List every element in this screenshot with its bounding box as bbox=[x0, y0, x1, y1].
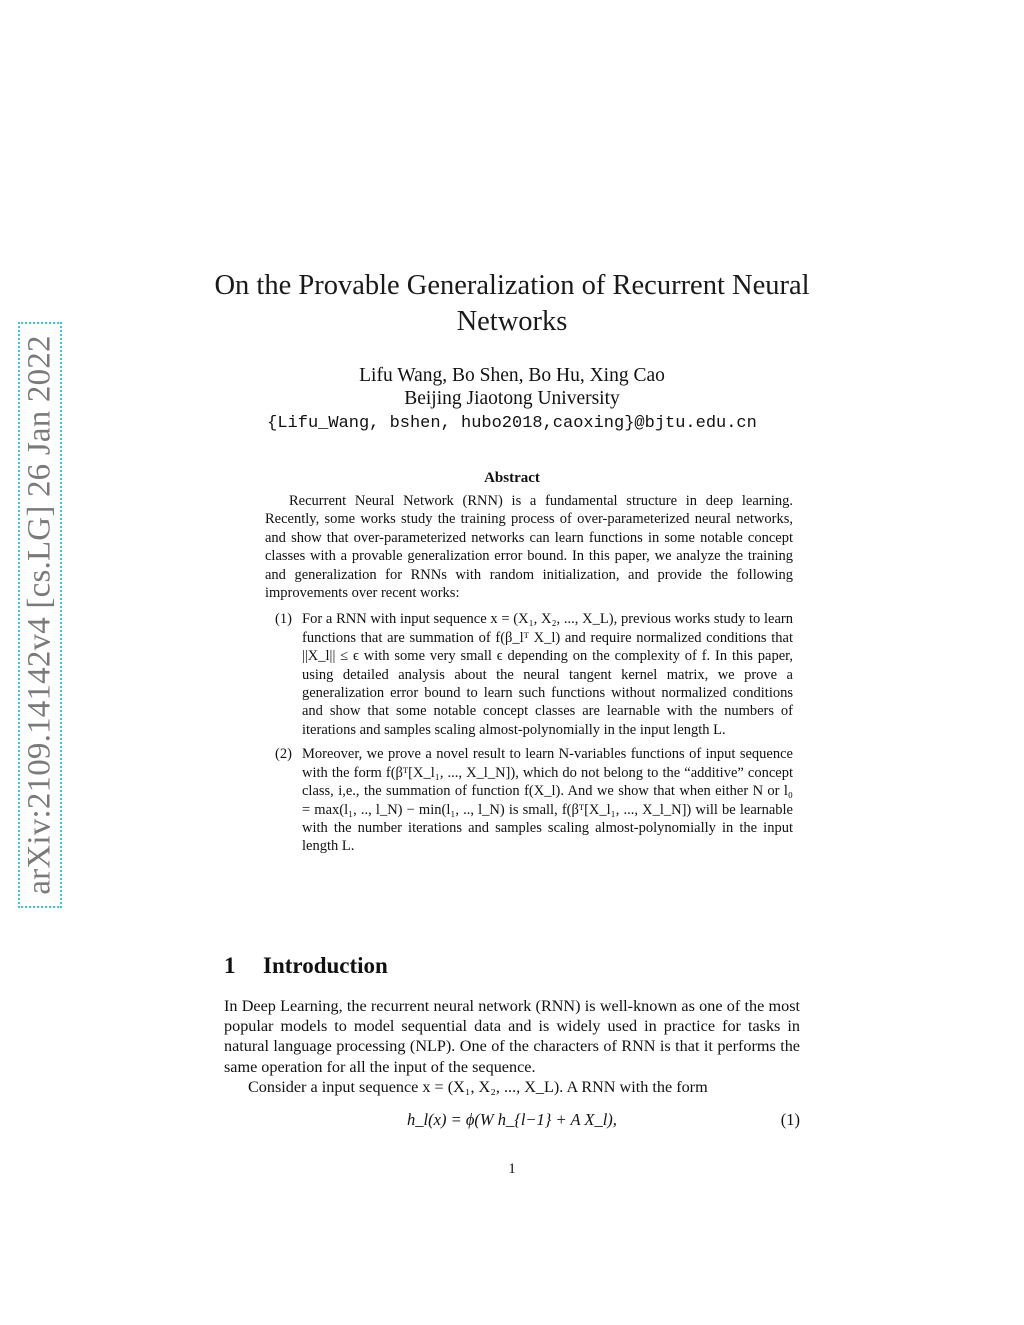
section-title: Introduction bbox=[263, 953, 388, 978]
author-names: Lifu Wang, Bo Shen, Bo Hu, Xing Cao bbox=[359, 365, 665, 386]
abstract-item-text: For a RNN with input sequence x = (X₁, X₂, ..., X_L), previous works study to learn functions that are summation of f(β_lᵀ X_l) and require normalized conditions that ||X_l|| ≤ ϵ with some very small ϵ depending on the complexity of f. In this paper, using detailed analysis about the neural tangent kernel matrix, we prove a generalization error bound to learn such functions without normalized conditions and show that some notable concept classes are learnable with the numbers of iterations and samples scaling almost-polynomially in the input length L. bbox=[302, 611, 793, 738]
abstract-heading: Abstract bbox=[484, 470, 540, 486]
body-paragraph: Consider a input sequence x = (X₁, X₂, ..., X_L). A RNN with the form bbox=[248, 1077, 708, 1096]
section-heading bbox=[224, 953, 388, 979]
abstract-item-text: Moreover, we prove a novel result to learn N-variables functions of input sequence with the form f(βᵀ[X_l₁, ..., X_l_N]), which do not belong to the “additive” concept class, i,e., the summation of function f(X_l). And we show that when either N or l₀ = max(l₁, .., l_N) − min(l₁, .., l_N) is small, f(βᵀ[X_l₁, ..., X_l_N]) will be learnable with the number iterations and samples scaling almost-polynomially in the input length L. bbox=[302, 746, 793, 855]
section-number: 1 bbox=[224, 953, 236, 978]
abstract-item-2 bbox=[265, 745, 793, 855]
page-number: 1 bbox=[508, 1161, 516, 1177]
abstract-item-number: (1) bbox=[275, 611, 292, 628]
arxiv-stamp-text: arXiv:2109.14142v4 [cs.LG] 26 Jan 2022 bbox=[21, 335, 58, 895]
equation-body: h_l(x) = ϕ(W h_{l−1} + A X_l), bbox=[407, 1110, 617, 1129]
equation-number: (1) bbox=[780, 1110, 800, 1129]
author-affiliation: Beijing Jiaotong University bbox=[404, 388, 620, 409]
paper-title: On the Provable Generalization of Recurrent Neural Networks bbox=[214, 270, 810, 337]
abstract-intro: Recurrent Neural Network (RNN) is a fundamental structure in deep learning. Recently, some works study the training process of over-parameterized neural networks, and show that over-parameterized networks can learn functions in some notable concept classes with a provable generalization error bound. In this paper, we analyze the training and generalization for RNNs with random initialization, and provide the following improvements over recent works: bbox=[265, 493, 793, 602]
author-emails: {Lifu_Wang, bshen, hubo2018,caoxing}@bjtu.edu.cn bbox=[267, 414, 757, 433]
abstract-list bbox=[265, 610, 793, 855]
equation-1 bbox=[224, 1110, 800, 1130]
abstract-item-number: (2) bbox=[275, 746, 292, 763]
introduction-body bbox=[224, 996, 800, 1097]
body-paragraph: In Deep Learning, the recurrent neural network (RNN) is well-known as one of the most popular models to model sequential data and is widely used in practice for tasks in natural language processing (NLP). One of the characters of RNN is that it performs the same operation for all the input of the sequence. bbox=[224, 997, 800, 1076]
abstract-body bbox=[265, 492, 793, 862]
author-block bbox=[212, 364, 812, 435]
abstract-item-1 bbox=[265, 610, 793, 739]
